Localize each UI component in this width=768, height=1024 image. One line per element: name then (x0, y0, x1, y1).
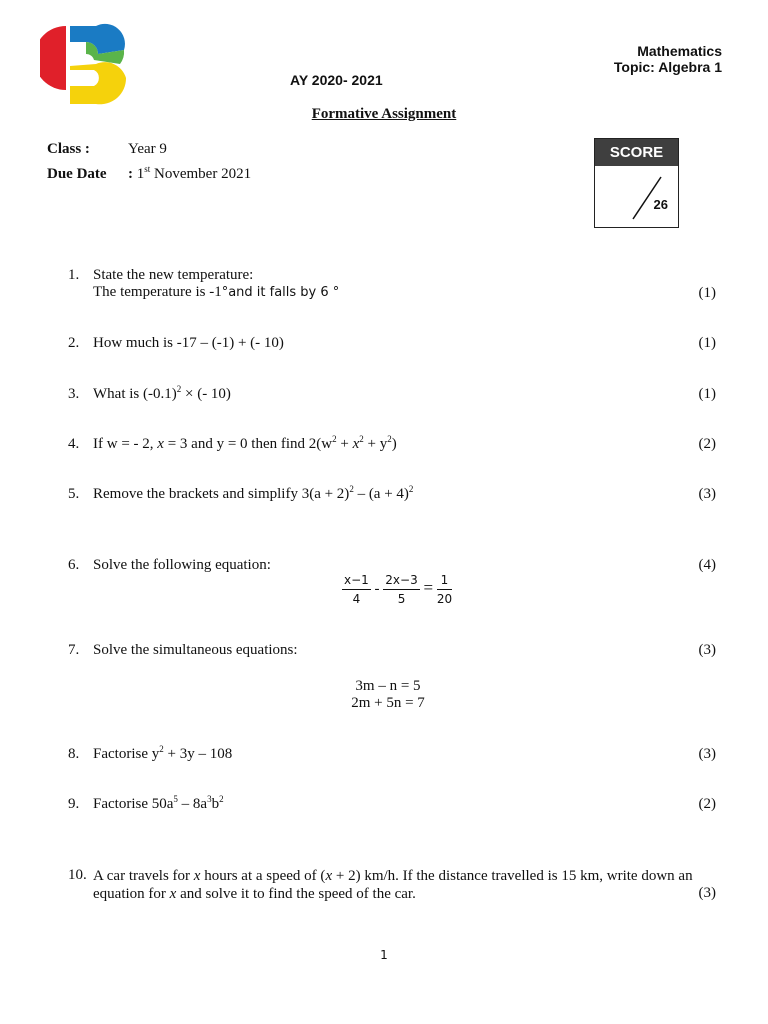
equation-system (308, 678, 468, 712)
question-text: How much is -17 – (-1) + (- 10) (93, 335, 284, 351)
text-part: + 2) km/h. If the distance travelled is 15 km, write down an (332, 868, 693, 884)
text-part: + 3y – 108 (163, 746, 233, 762)
text-part: Factorise 50a (93, 796, 174, 812)
equation (342, 573, 452, 606)
fraction-numerator: 1 (437, 573, 452, 590)
fraction (342, 573, 371, 606)
logo-yellow-segment (70, 62, 126, 104)
question-number: 2. (68, 335, 80, 351)
question-number: 9. (68, 796, 80, 812)
question-line-2-start: The temperature is -1 (93, 284, 222, 300)
question-number: 6. (68, 557, 80, 573)
question-number: 1. (68, 267, 80, 283)
question-text (93, 796, 224, 813)
fraction-numerator: x−1 (342, 573, 371, 590)
question-text (93, 867, 718, 903)
question-marks: (1) (698, 335, 716, 351)
variable-x: x (352, 436, 360, 452)
variable-x: x (157, 436, 164, 452)
variable-x: x (169, 886, 177, 902)
subject-name: Mathematics (637, 43, 722, 59)
fraction (437, 573, 452, 606)
variable-x: x (325, 868, 333, 884)
due-day: 1 (136, 166, 145, 182)
assignment-title: Formative Assignment (311, 106, 457, 122)
question-marks: (2) (698, 796, 716, 812)
exponent: 2 (176, 384, 182, 394)
text-part: Remove the brackets and simplify 3(a + 2) (93, 486, 350, 502)
question-text (93, 436, 397, 453)
class-value: Year 9 (128, 141, 167, 157)
question-number: 3. (68, 386, 80, 402)
score-total: 26 (653, 197, 668, 212)
question-number: 4. (68, 436, 80, 452)
text-part: b (211, 796, 220, 812)
question-line-1 (93, 867, 718, 885)
exponent: 3 (207, 794, 212, 804)
equation-1: 3m – n = 5 (355, 678, 421, 694)
page-number: 1 (380, 948, 388, 962)
exponent: 2 (387, 434, 392, 444)
question-3 (68, 386, 716, 406)
text-part: ) (391, 436, 397, 452)
text-part: + y (363, 436, 388, 452)
logo-blue-segment (70, 24, 125, 54)
logo-red-segment (40, 26, 66, 90)
question-6 (68, 557, 716, 613)
text-part: and solve it to find the speed of the car. (176, 886, 416, 902)
exponent: 2 (332, 434, 337, 444)
exponent: 2 (219, 794, 224, 804)
text-part: equation for (93, 886, 170, 902)
question-10 (68, 867, 716, 907)
academic-year: AY 2020- 2021 (290, 72, 383, 88)
question-1 (68, 267, 716, 307)
question-2 (68, 335, 716, 355)
question-9 (68, 796, 716, 816)
class-label: Class : (47, 141, 90, 157)
text-part: Factorise y (93, 746, 160, 762)
question-marks: (3) (698, 885, 716, 901)
exponent: 2 (408, 484, 414, 494)
question-text (93, 267, 339, 301)
question-number: 7. (68, 642, 80, 658)
due-month-year: November 2021 (150, 166, 252, 182)
question-marks: (4) (698, 557, 716, 573)
question-line-2-end: °and it falls by 6 ° (221, 285, 340, 300)
question-marks: (3) (698, 746, 716, 762)
score-box (594, 138, 679, 228)
fraction (383, 573, 419, 606)
due-date-value (128, 166, 251, 183)
due-day-suffix: st (144, 164, 151, 174)
fraction-denominator: 4 (352, 592, 361, 606)
question-line-2 (93, 885, 718, 903)
text-part: – 8a (177, 796, 208, 812)
question-number: 8. (68, 746, 80, 762)
question-number: 10. (68, 867, 87, 883)
text-part: hours at a speed of ( (200, 868, 326, 884)
question-text: Solve the simultaneous equations: (93, 642, 298, 658)
question-marks: (3) (698, 642, 716, 658)
subject-heading (614, 43, 722, 75)
due-date-label: Due Date (47, 166, 107, 182)
school-logo (40, 20, 130, 106)
topic-name: Topic: Algebra 1 (613, 59, 722, 75)
question-8 (68, 746, 716, 766)
equation-2: 2m + 5n = 7 (351, 695, 425, 711)
text-part: + (336, 436, 353, 452)
question-text (93, 746, 232, 763)
question-marks: (3) (698, 486, 716, 502)
due-date-colon: : (128, 166, 133, 182)
question-text (93, 486, 413, 503)
fraction-denominator: 20 (436, 592, 453, 606)
question-marks: (1) (698, 386, 716, 402)
question-text: Solve the following equation: (93, 557, 271, 573)
fraction-numerator: 2x−3 (383, 573, 419, 590)
text-part: If w = - 2, (93, 436, 158, 452)
text-part: × (- 10) (181, 386, 231, 402)
question-number: 5. (68, 486, 80, 502)
question-marks: (2) (698, 436, 716, 452)
text-part: A car travels for (93, 868, 194, 884)
text-part: What is (-0.1) (93, 386, 177, 402)
question-marks: (1) (698, 285, 716, 301)
text-part: = 3 and y = 0 then find 2(w (163, 436, 333, 452)
exponent: 2 (349, 484, 354, 494)
exponent: 2 (359, 434, 364, 444)
exponent: 5 (173, 794, 178, 804)
question-line-2 (93, 284, 339, 301)
question-line-1: State the new temperature: (93, 267, 254, 283)
variable-x: x (193, 868, 201, 884)
question-5 (68, 486, 716, 506)
operator: - (374, 580, 380, 597)
equals-sign: = (423, 577, 434, 597)
question-4 (68, 436, 716, 456)
text-part: – (a + 4) (353, 486, 409, 502)
score-label: SCORE (595, 139, 678, 166)
fraction-denominator: 5 (397, 592, 406, 606)
exponent: 2 (159, 744, 164, 754)
question-7 (68, 642, 716, 714)
question-text (93, 386, 231, 403)
